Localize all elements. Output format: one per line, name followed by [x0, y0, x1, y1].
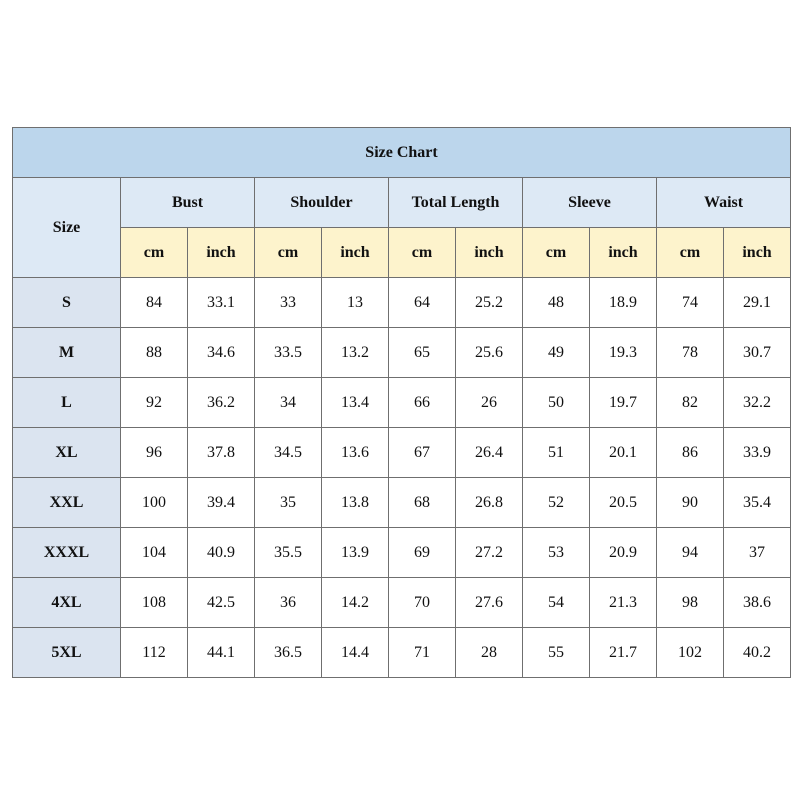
table-cell: 88 [121, 328, 188, 378]
table-cell: 26 [456, 378, 523, 428]
unit-header-total-length-inch: inch [456, 228, 523, 278]
size-header: Size [13, 178, 121, 278]
table-cell: 100 [121, 478, 188, 528]
table-cell: 67 [389, 428, 456, 478]
table-cell: 14.4 [322, 628, 389, 678]
table-cell: 98 [657, 578, 724, 628]
table-cell: 34 [255, 378, 322, 428]
table-cell: 33 [255, 278, 322, 328]
table-cell: 84 [121, 278, 188, 328]
table-cell: 78 [657, 328, 724, 378]
table-cell: 20.5 [590, 478, 657, 528]
table-row [13, 278, 791, 328]
size-label: XXXL [13, 528, 121, 578]
table-cell: 13.6 [322, 428, 389, 478]
table-cell: 86 [657, 428, 724, 478]
table-cell: 13.4 [322, 378, 389, 428]
table-cell: 25.6 [456, 328, 523, 378]
measure-header-bust: Bust [121, 178, 255, 228]
table-cell: 102 [657, 628, 724, 678]
table-cell: 21.3 [590, 578, 657, 628]
table-cell: 92 [121, 378, 188, 428]
table-cell: 70 [389, 578, 456, 628]
size-label: 4XL [13, 578, 121, 628]
table-cell: 52 [523, 478, 590, 528]
table-cell: 19.7 [590, 378, 657, 428]
table-cell: 54 [523, 578, 590, 628]
table-cell: 48 [523, 278, 590, 328]
table-cell: 30.7 [724, 328, 791, 378]
size-label: XXL [13, 478, 121, 528]
table-cell: 40.2 [724, 628, 791, 678]
table-cell: 71 [389, 628, 456, 678]
unit-header-sleeve-inch: inch [590, 228, 657, 278]
table-cell: 33.5 [255, 328, 322, 378]
table-cell: 32.2 [724, 378, 791, 428]
table-cell: 68 [389, 478, 456, 528]
table-cell: 104 [121, 528, 188, 578]
table-cell: 40.9 [188, 528, 255, 578]
table-cell: 64 [389, 278, 456, 328]
table-cell: 33.1 [188, 278, 255, 328]
table-row [13, 478, 791, 528]
table-cell: 20.1 [590, 428, 657, 478]
table-row [13, 378, 791, 428]
table-cell: 66 [389, 378, 456, 428]
unit-header-waist-inch: inch [724, 228, 791, 278]
table-cell: 35.4 [724, 478, 791, 528]
table-row [13, 578, 791, 628]
size-label: S [13, 278, 121, 328]
size-label: 5XL [13, 628, 121, 678]
unit-header-sleeve-cm: cm [523, 228, 590, 278]
chart-title: Size Chart [13, 128, 791, 178]
table-cell: 55 [523, 628, 590, 678]
table-cell: 25.2 [456, 278, 523, 328]
table-cell: 35 [255, 478, 322, 528]
table-row [13, 428, 791, 478]
table-cell: 33.9 [724, 428, 791, 478]
table-cell: 18.9 [590, 278, 657, 328]
unit-header-waist-cm: cm [657, 228, 724, 278]
table-row [13, 628, 791, 678]
table-cell: 65 [389, 328, 456, 378]
table-cell: 27.6 [456, 578, 523, 628]
table-cell: 19.3 [590, 328, 657, 378]
table-cell: 53 [523, 528, 590, 578]
table-cell: 36 [255, 578, 322, 628]
table-cell: 13.9 [322, 528, 389, 578]
table-cell: 20.9 [590, 528, 657, 578]
table-cell: 27.2 [456, 528, 523, 578]
unit-header-shoulder-inch: inch [322, 228, 389, 278]
table-cell: 44.1 [188, 628, 255, 678]
table-cell: 37 [724, 528, 791, 578]
table-cell: 35.5 [255, 528, 322, 578]
table-cell: 26.4 [456, 428, 523, 478]
table-cell: 14.2 [322, 578, 389, 628]
table-cell: 37.8 [188, 428, 255, 478]
measure-header-shoulder: Shoulder [255, 178, 389, 228]
table-cell: 112 [121, 628, 188, 678]
table-cell: 34.6 [188, 328, 255, 378]
size-chart-table [12, 127, 791, 678]
table-cell: 94 [657, 528, 724, 578]
size-label: XL [13, 428, 121, 478]
table-row [13, 328, 791, 378]
table-cell: 36.2 [188, 378, 255, 428]
table-cell: 96 [121, 428, 188, 478]
table-cell: 34.5 [255, 428, 322, 478]
measure-header-total-length: Total Length [389, 178, 523, 228]
table-cell: 50 [523, 378, 590, 428]
table-cell: 36.5 [255, 628, 322, 678]
table-cell: 26.8 [456, 478, 523, 528]
table-row [13, 528, 791, 578]
table-cell: 38.6 [724, 578, 791, 628]
table-cell: 69 [389, 528, 456, 578]
table-cell: 13 [322, 278, 389, 328]
measure-header-sleeve: Sleeve [523, 178, 657, 228]
table-cell: 51 [523, 428, 590, 478]
unit-header-shoulder-cm: cm [255, 228, 322, 278]
unit-header-bust-inch: inch [188, 228, 255, 278]
table-cell: 28 [456, 628, 523, 678]
table-cell: 39.4 [188, 478, 255, 528]
size-label: M [13, 328, 121, 378]
table-cell: 42.5 [188, 578, 255, 628]
unit-header-bust-cm: cm [121, 228, 188, 278]
table-cell: 13.8 [322, 478, 389, 528]
table-cell: 49 [523, 328, 590, 378]
table-cell: 21.7 [590, 628, 657, 678]
table-cell: 82 [657, 378, 724, 428]
unit-header-total-length-cm: cm [389, 228, 456, 278]
table-cell: 29.1 [724, 278, 791, 328]
table-cell: 74 [657, 278, 724, 328]
measure-header-waist: Waist [657, 178, 791, 228]
table-cell: 108 [121, 578, 188, 628]
size-label: L [13, 378, 121, 428]
table-cell: 13.2 [322, 328, 389, 378]
table-cell: 90 [657, 478, 724, 528]
